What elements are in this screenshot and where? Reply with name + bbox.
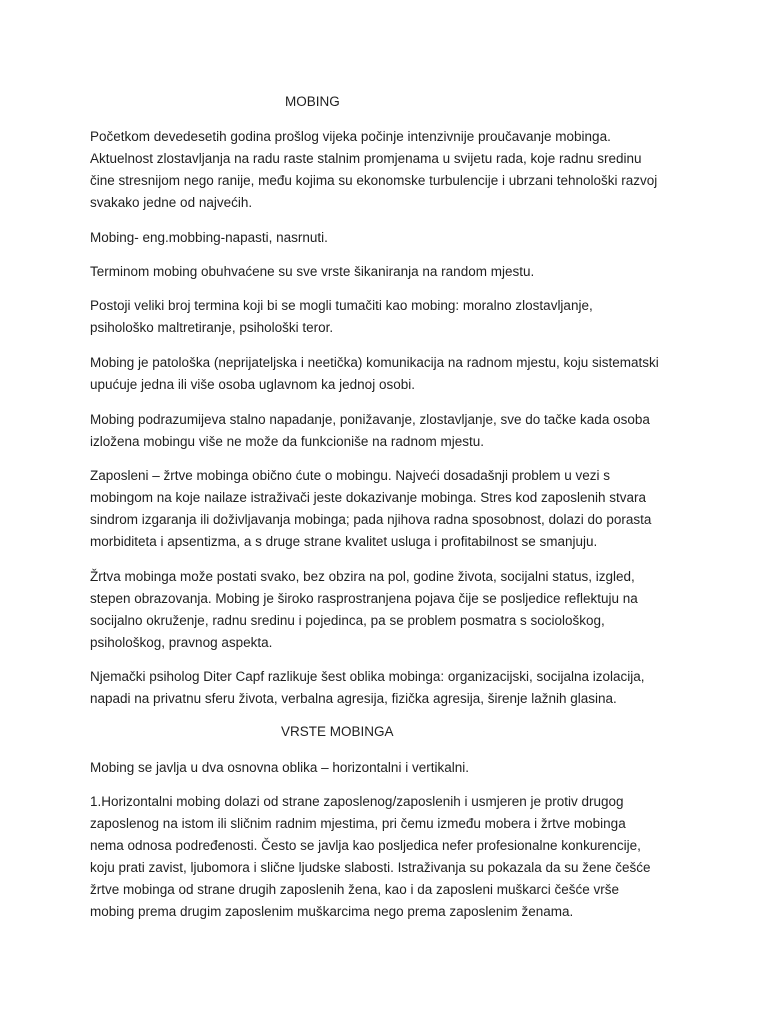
paragraph-line: zaposlenog na istom ili sličnim radnim mjestima, pri čemu između mobera i žrtve mobinga: [90, 816, 626, 831]
paragraph-line: Žrtva mobinga može postati svako, bez obzira na pol, godine života, socijalni status, izgled,: [90, 569, 635, 584]
paragraph-line: svakako jedne od najvećih.: [90, 195, 253, 210]
document-title: MOBING: [285, 94, 340, 109]
paragraph-line: stepen obrazovanja. Mobing je široko rasprostranjena pojava čije se posljedice reflektuju na: [90, 591, 638, 606]
paragraph: [90, 295, 700, 339]
paragraph-line: Mobing je patološka (neprijateljska i neetička) komunikacija na radnom mjestu, koju sistematski: [90, 355, 659, 370]
paragraph-line: upućuje jedna ili više osoba uglavnom ka jednoj osobi.: [90, 377, 415, 392]
paragraph-line: Mobing se javlja u dva osnovna oblika – horizontalni i vertikalni.: [90, 760, 469, 775]
paragraph-line: socijalno okruženje, radnu sredinu i pojedinca, pa se problem posmatra s sociološkog,: [90, 613, 605, 628]
paragraph: [90, 261, 700, 283]
paragraph-line: mobingom na koje nailaze istraživači jeste dokazivanje mobinga. Stres kod zaposlenih stvara: [90, 490, 647, 505]
paragraph-line: Aktuelnost zlostavljanja na radu raste stalnim promjenama u svijetu rada, koje radnu sredinu: [90, 151, 642, 166]
paragraph-line: sindrom izgaranja ili doživljavanja mobinga; pada njihova radna sposobnost, dolazi do porasta: [90, 512, 652, 527]
paragraph: [90, 126, 700, 214]
paragraph: [90, 757, 700, 779]
paragraph-line: Početkom devedesetih godina prošlog vijeka počinje intenzivnije proučavanje mobinga.: [90, 129, 611, 144]
paragraph-line: Mobing- eng.mobbing-napasti, nasrnuti.: [90, 230, 328, 245]
paragraph-line: Njemački psiholog Diter Capf razlikuje šest oblika mobinga: organizacijski, socijalna izolacija,: [90, 669, 645, 684]
paragraph: [90, 566, 700, 654]
paragraph-line: morbiditeta i apsentizma, a s druge strane kvalitet usluga i profitabilnost se smanjuju.: [90, 534, 598, 549]
paragraph-line: psihološkog, pravnog aspekta.: [90, 635, 273, 650]
paragraph-line: Terminom mobing obuhvaćene su sve vrste šikaniranja na random mjestu.: [90, 264, 535, 279]
paragraph-line: čine stresnijom nego ranije, među kojima su ekonomske turbulencije i ubrzani tehnološki razvoj: [90, 173, 658, 188]
paragraph: [90, 352, 700, 396]
paragraph: [90, 409, 700, 453]
paragraph-line: Zaposleni – žrtve mobinga obično ćute o mobingu. Najveći dosadašnji problem u vezi s: [90, 468, 611, 483]
paragraph-line: nema odnosa podređenosti. Često se javlja kao posljedica nefer profesionalne konkurencije,: [90, 838, 641, 853]
paragraph-line: psihološko maltretiranje, psihološki teror.: [90, 320, 334, 335]
paragraph-line: mobing prema drugim zaposlenim muškarcima nego prema zaposlenim ženama.: [90, 904, 574, 919]
paragraph-line: koju prati zavist, ljubomora i slične ljudske slabosti. Istraživanja su pokazala da su žene češće: [90, 860, 651, 875]
section-title: VRSTE MOBINGA: [281, 724, 394, 739]
paragraph-line: izložena mobingu više ne može da funkcioniše na radnom mjestu.: [90, 434, 484, 449]
paragraph: [90, 465, 700, 553]
paragraph: [90, 227, 700, 249]
paragraph: [90, 791, 700, 923]
paragraph: [90, 666, 700, 710]
paragraph-line: napadi na privatnu sferu života, verbalna agresija, fizička agresija, širenje lažnih glasina.: [90, 691, 617, 706]
paragraph-line: Mobing podrazumijeva stalno napadanje, ponižavanje, zlostavljanje, sve do tačke kada osoba: [90, 412, 650, 427]
paragraph-line: 1.Horizontalni mobing dolazi od strane zaposlenog/zaposlenih i usmjeren je protiv drugog: [90, 794, 624, 809]
paragraph-line: Postoji veliki broj termina koji bi se mogli tumačiti kao mobing: moralno zlostavljanje,: [90, 298, 593, 313]
paragraph-line: žrtve mobinga od strane drugih zaposlenih žena, kao i da zaposleni muškarci češće vrše: [90, 882, 620, 897]
